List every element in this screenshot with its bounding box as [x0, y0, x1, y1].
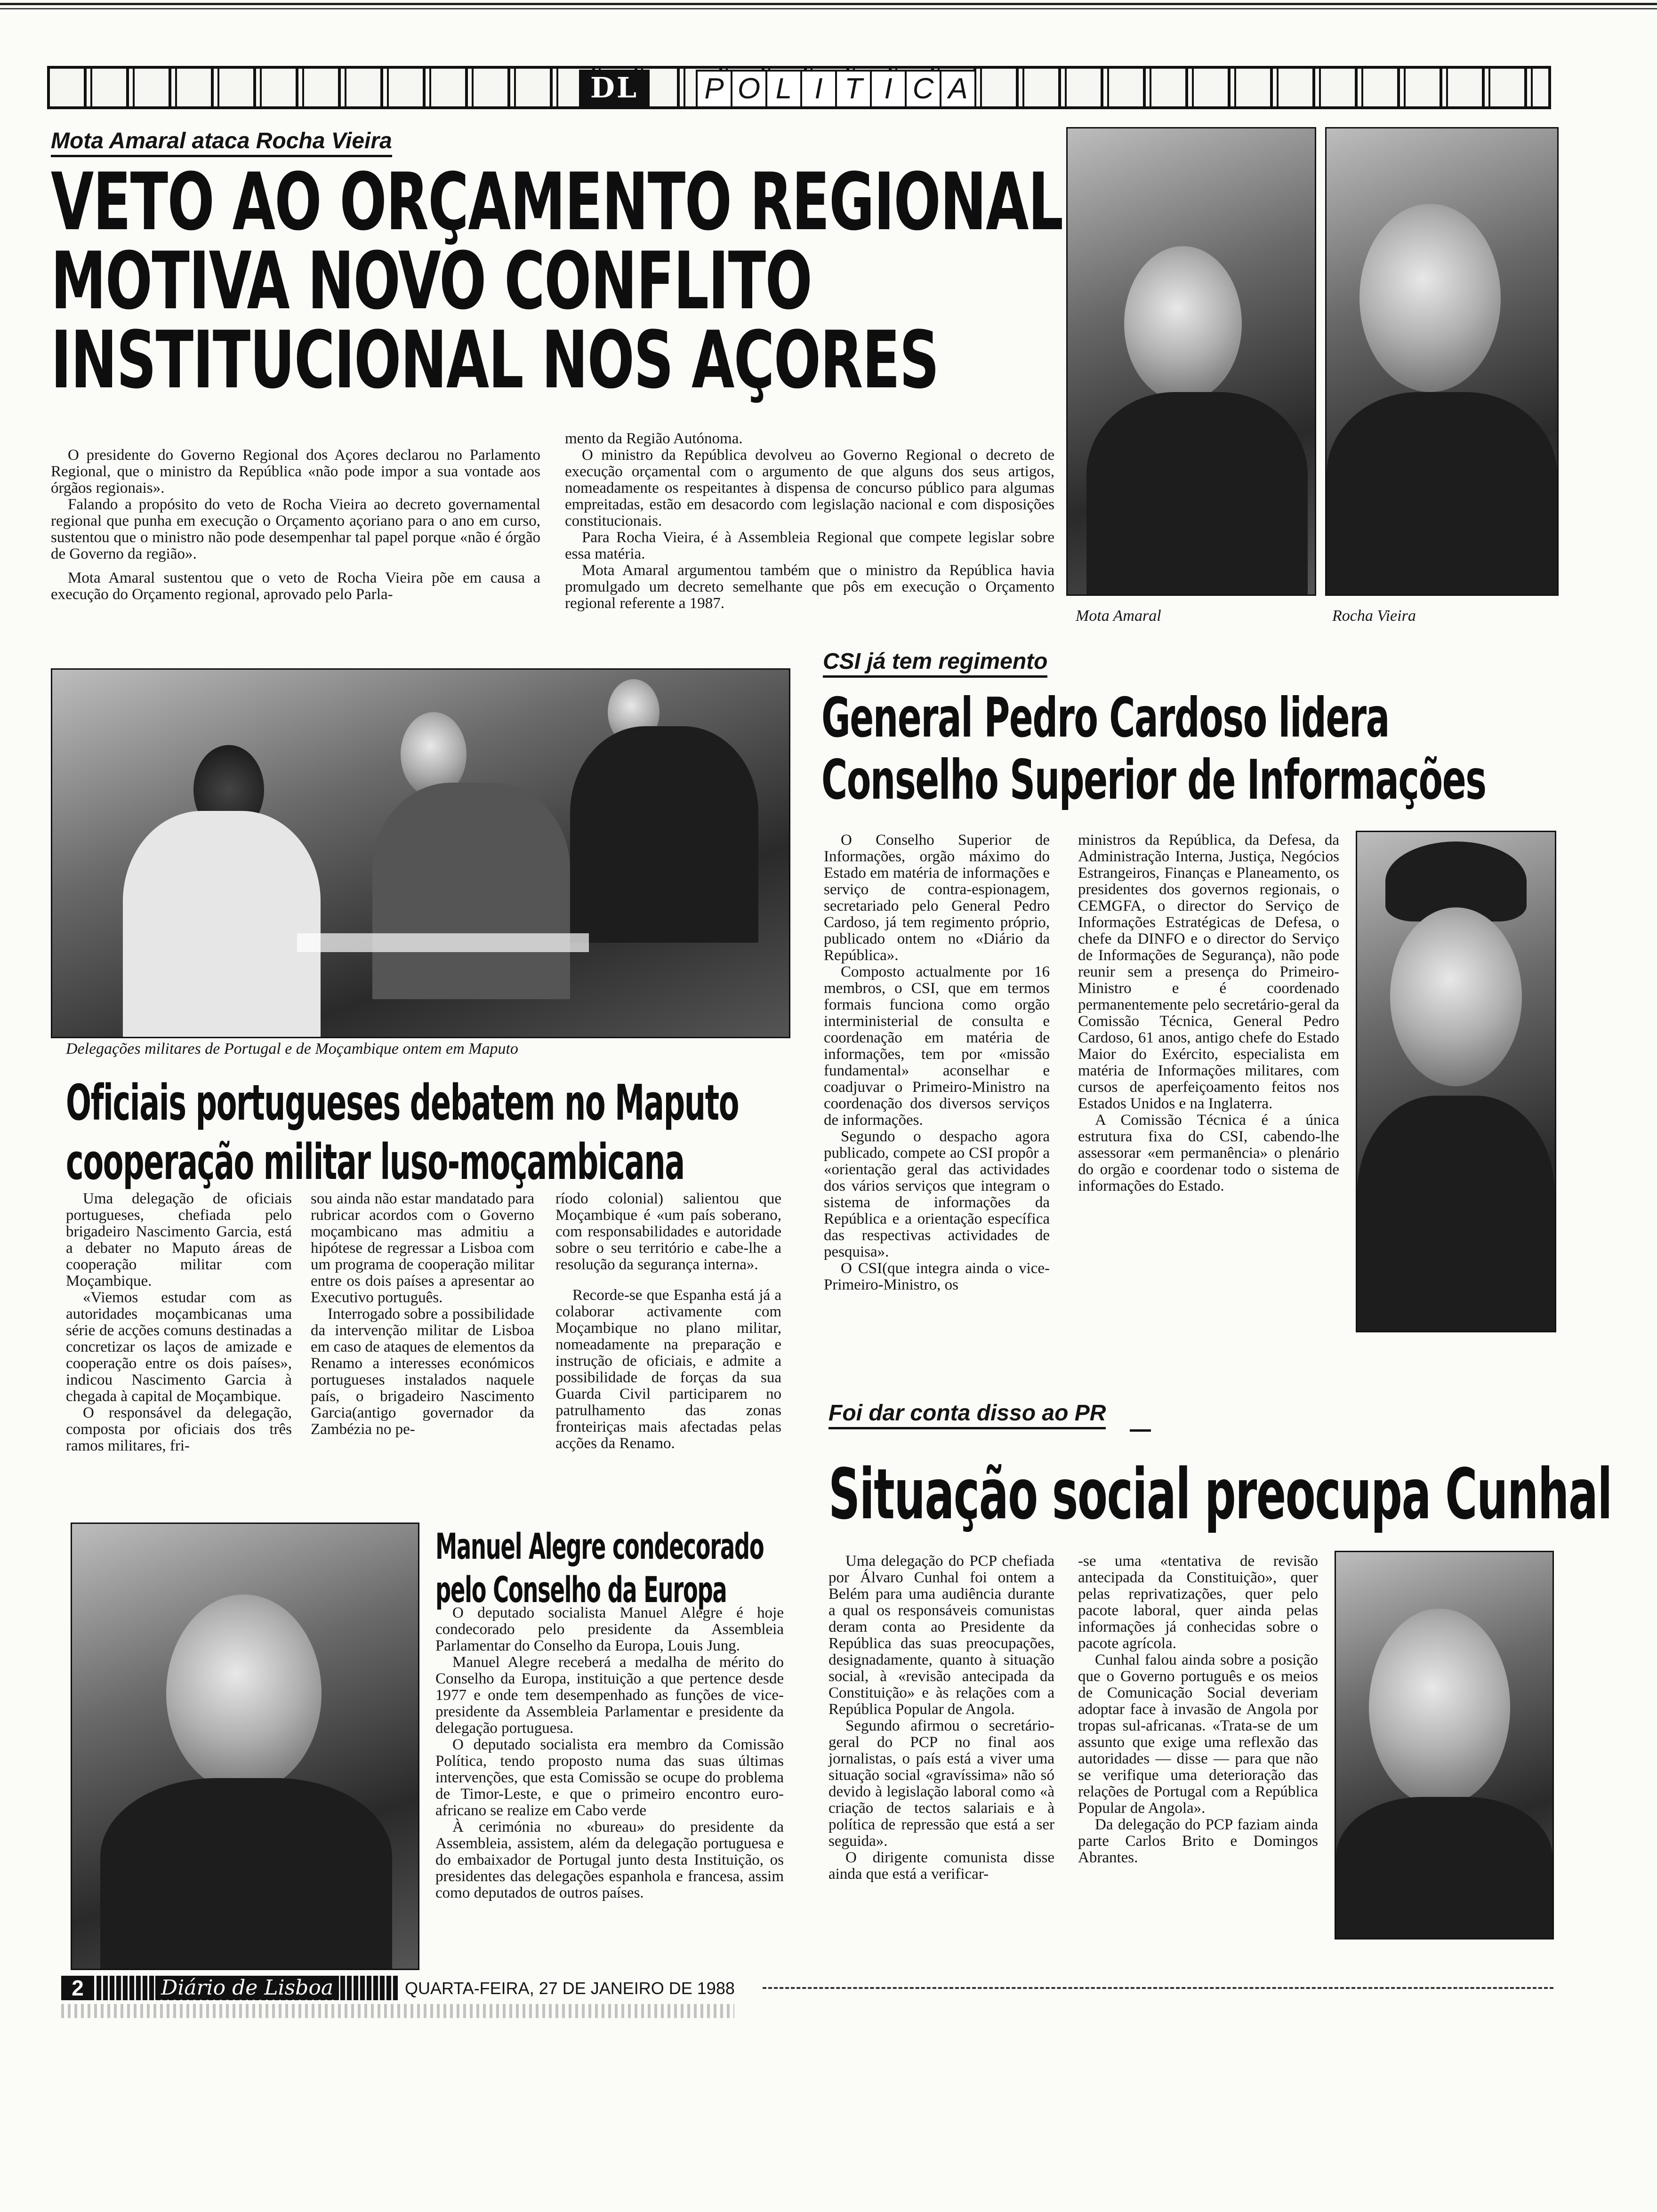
headline-line: cooperação militar luso-moçambicana: [66, 1133, 684, 1191]
article2-col2: [1078, 832, 1339, 1194]
paragraph: O dirigente comunista disse ainda que está a verificar-: [828, 1849, 1054, 1883]
paragraph: O CSI(que integra ainda o vice-Primeiro-Ministro, os: [824, 1260, 1050, 1293]
footer-noise: [61, 2004, 734, 2018]
headline-line: MOTIVA NOVO CONFLITO: [51, 235, 812, 327]
paragraph: «Viemos estudar com as autoridades moçambicanas uma série de acções comuns destinadas a concretizar os laços de amizade e cooperação entre os dois países», indicou Nascimento Garcia à chegada à capital de Moçambique.: [66, 1289, 292, 1405]
article5-col2: [1078, 1553, 1318, 1866]
paragraph: sou ainda não estar mandatado para rubricar acordos com o Governo moçambicano mas admitiu a hipótese de regressar a Lisboa com um programa de cooperação militar entre os dois países a apresentar ao Executivo português.: [311, 1190, 534, 1306]
paragraph: O Conselho Superior de Informações, orgão máximo do Estado em matéria de informações e serviço de contra-espionagem, secretariado pelo General Pedro Cardoso, já tem regimento próprio, publicado ontem no «Diário da República».: [824, 832, 1050, 964]
headline-line: General Pedro Cardoso lidera: [821, 686, 1389, 750]
top-rule: [0, 3, 1657, 9]
paragraph: Mota Amaral argumentou também que o ministro da República havia promulgado um decreto semelhante que pôs em execução o Orçamento regional referente a 1987.: [565, 562, 1054, 612]
headline-line: pelo Conselho da Europa: [435, 1569, 727, 1611]
article5-kicker: Foi dar conta disso ao PR: [828, 1400, 1106, 1429]
paragraph: Da delegação do PCP faziam ainda parte Carlos Brito e Domingos Abrantes.: [1078, 1816, 1318, 1866]
section-letter: P: [696, 70, 732, 108]
section-letter: O: [731, 70, 767, 108]
article2-kicker: CSI já tem regimento: [823, 649, 1047, 678]
paragraph: Para Rocha Vieira, é à Assembleia Regional que compete legislar sobre essa matéria.: [565, 529, 1054, 562]
paragraph: À cerimónia no «bureau» do presidente da Assembleia, assistem, além da delegação portuguesa e do embaixador de Portugal junto desta Instituição, os presidentes das delegações espanhola e francesa, assim como deputados de outros países.: [435, 1819, 784, 1901]
article1-kicker: Mota Amaral ataca Rocha Vieira: [51, 128, 392, 157]
photo-pedro-cardoso: [1356, 831, 1556, 1332]
paragraph: O presidente do Governo Regional dos Açores declarou no Parlamento Regional, que o ministro da República «não pode impor a sua vontade aos órgãos regionais».: [51, 447, 540, 497]
paragraph: ríodo colonial) salientou que Moçambique é «um país soberano, com responsabilidades e autoridade sobre o seu território e cabe-lhe a resolução da segurança interna».: [555, 1190, 781, 1273]
article1-col2: [565, 431, 1054, 612]
paragraph: O deputado socialista era membro da Comissão Política, tendo proposto numa das suas últimas intervenções, que esta Comissão se ocupe do problema de Timor-Leste, e que o primeiro encontro euro-africano se realize em Cabo verde: [435, 1736, 784, 1819]
paragraph: O deputado socialista Manuel Alegre é hoje condecorado pelo presidente da Assembleia Parlamentar do Conselho da Europa, Louis Jung.: [435, 1604, 784, 1654]
paragraph: Interrogado sobre a possibilidade da intervenção militar de Lisboa em caso de ataques de elementos da Renamo a interesses económicos portugueses instalados naquele país, o brigadeiro Nascimento Garcia(antigo governador da Zambézia no pe-: [311, 1306, 534, 1438]
article2-headline: [821, 687, 1657, 811]
article2-col1: [824, 832, 1050, 1293]
photo-mota-amaral: [1066, 127, 1316, 596]
paragraph: Recorde-se que Espanha está já a colaborar activamente com Moçambique no plano militar, nomeadamente na preparação e instrução de oficiais, e admite a possibilidade de forças da sua Guarda Civil participarem no patrulhamento das zonas fronteiriças mais afectadas pelas acções da Renamo.: [555, 1287, 781, 1452]
section-letter: I: [870, 70, 907, 108]
photo-rocha-vieira: [1325, 127, 1559, 596]
article5-col1: [828, 1553, 1054, 1883]
paragraph: ministros da República, da Defesa, da Administração Interna, Justiça, Negócios Estrangeiros, Finanças e Planeamento, os presidentes dos governos regionais, o CEMGFA, o director do Serviço de Informações Estratégicas de Defesa, o chefe da DINFO e o director do Serviço de Informações de Segurança), não pode reunir sem a presença do Primeiro-Ministro e é coordenado permanentemente pelo secretário-geral da Comissão Técnica, General Pedro Cardoso, 61 anos, antigo chefe do Estado Maior do Exército, especialista em matéria de Informações militares, com cursos de aperfeiçoamento feitos nos Estados Unidos e na Inglaterra.: [1078, 832, 1339, 1112]
article3-photo-caption: Delegações militares de Portugal e de Moçambique ontem em Maputo: [66, 1040, 518, 1058]
headline-line: Manuel Alegre condecorado: [435, 1525, 764, 1567]
article5-headline-wrap: [828, 1454, 1657, 1534]
section-letter: C: [905, 70, 941, 108]
headline-line: Oficiais portugueses debatem no Maputo: [66, 1074, 739, 1131]
article3-headline: [66, 1073, 1055, 1192]
caption-rocha-vieira: Rocha Vieira: [1332, 607, 1416, 625]
article5-headline: Situação social preocupa Cunhal: [828, 1454, 1612, 1535]
caption-mota-amaral: Mota Amaral: [1076, 607, 1161, 625]
paragraph: Segundo afirmou o secretário-geral do PCP no final aos jornalistas, o país está a viver uma situação social «gravíssima» não só devido à legislação laboral como «à criação de tectos salariais e à política de repressão que está a ser seguida».: [828, 1717, 1054, 1850]
footer-date: QUARTA-FEIRA, 27 DE JANEIRO DE 1988: [405, 1979, 735, 1998]
paragraph: mento da Região Autónoma.: [565, 430, 743, 447]
headline-line: INSTITUCIONAL NOS AÇORES: [51, 314, 939, 406]
section-label: [696, 70, 974, 106]
article3-col3: [555, 1191, 781, 1452]
paragraph: Mota Amaral sustentou que o veto de Rocha Vieira põe em causa a execução do Orçamento regional, aprovado pelo Parla-: [51, 569, 540, 603]
kicker-rule-extension: [1130, 1429, 1151, 1432]
paragraph: Uma delegação de oficiais portugueses, chefiada pelo brigadeiro Nascimento Garcia, está a debater no Maputo áreas de cooperação militar com Moçambique.: [66, 1190, 292, 1290]
page-number: 2: [61, 1976, 94, 2000]
paragraph: Falando a propósito do veto de Rocha Vieira ao decreto governamental regional que punha em execução o Orçamento açoriano para o ano em curso, sustentou que o ministro não pode desempenhar tal papel porque «não é órgão de Governo da região».: [51, 496, 540, 562]
footer-masthead: [97, 1976, 398, 2000]
headline-line: VETO AO ORÇAMENTO REGIONAL: [51, 156, 1063, 248]
paragraph: A Comissão Técnica é a única estrutura fixa do CSI, cabendo-lhe assessorar «em permanência» o plenário do orgão e coordenar todo o sistema de informações do Estado.: [1078, 1112, 1339, 1194]
paragraph: Manuel Alegre receberá a medalha de mérito do Conselho da Europa, instituição a que pertence desde 1977 e onde tem desempenhado as funções de vice-presidente da Assembleia Parlamentar e presidente da delegação portuguesa.: [435, 1654, 784, 1737]
newspaper-logo: DL: [579, 70, 650, 106]
section-letter: I: [800, 70, 837, 108]
article4-body: [435, 1605, 784, 1901]
photo-maputo-delegations: [51, 668, 790, 1038]
paragraph: -se uma «tentativa de revisão antecipada da Constituição», quer pelas reprivatizações, quer pelo pacote laboral, quer ainda pelas informações já conhecidas sobre o pacote agrícola.: [1078, 1553, 1318, 1652]
footer-dotted-rule: [763, 1987, 1553, 1989]
section-letter: A: [940, 70, 976, 108]
photo-alvaro-cunhal: [1335, 1551, 1554, 1940]
paragraph: O responsável da delegação, composta por oficiais dos três ramos militares, fri-: [66, 1404, 292, 1454]
photo-manuel-alegre: [71, 1523, 419, 1970]
paragraph: Segundo o despacho agora publicado, compete ao CSI propôr a «orientação geral das actividades dos vários serviços que integram o sistema de informações da República e a orientação específica das respectivas actividades de pesquisa».: [824, 1128, 1050, 1260]
headline-line: Conselho Superior de Informações: [821, 748, 1486, 812]
paragraph: Cunhal falou ainda sobre a posição que o Governo português e os meios de Comunicação Social deveriam adoptar face à invasão de Angola por tropas sul-africanas. «Trata-se de um assunto que exige uma reflexão das autoridades — disse — para que não se verifique uma deterioração das relações de Portugal com a República Popular de Angola».: [1078, 1651, 1318, 1817]
article3-col1: [66, 1191, 292, 1454]
paragraph: O ministro da República devolveu ao Governo Regional o decreto de execução orçamental com o argumento de que alguns dos seus artigos, nomeadamente os respeitantes à dispensa de concurso público para algumas empreitadas, estão em desacordo com legislação nacional e com disposições constitucionais.: [565, 447, 1054, 529]
paragraph: Uma delegação do PCP chefiada por Álvaro Cunhal foi ontem a Belém para uma audiência durante a qual os responsáveis comunistas deram conta ao Presidente da República das suas preocupações, designadamente, quanto à situação social, à «revisão antecipada da Constituição» e às relações com a República Popular de Angola.: [828, 1553, 1054, 1718]
article1-col1: [51, 447, 540, 603]
section-letter: T: [835, 70, 872, 108]
paragraph: Composto actualmente por 16 membros, o CSI, que em termos formais funciona como orgão interministerial de consulta e coordenação em matéria de informações, tem por «missão fundamental» aconselhar e coadjuvar o Primeiro-Ministro na coordenação dos diversos serviços de informações.: [824, 963, 1050, 1129]
masthead-title: Diário de Lisboa: [155, 1976, 339, 2000]
section-letter: L: [765, 70, 802, 108]
article3-col2: [311, 1191, 534, 1438]
